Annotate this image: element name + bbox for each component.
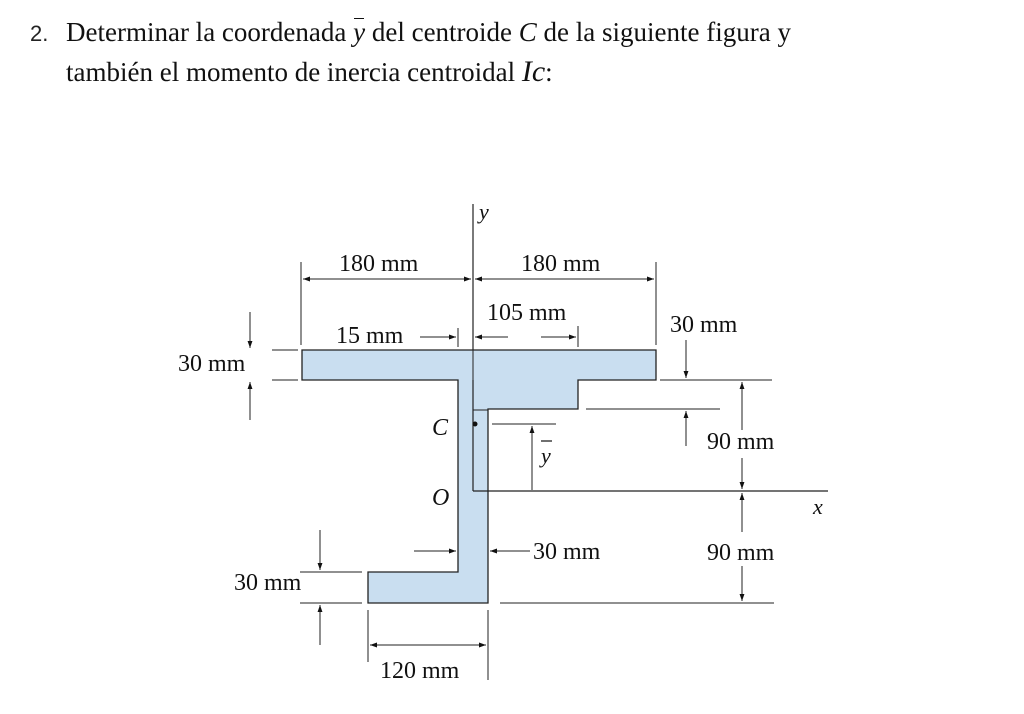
problem-line-1: Determinar la coordenada y del centroide C de la siguiente figura y (66, 12, 791, 52)
dim-label-180-right: 180 mm (521, 251, 601, 277)
dim-label-180-left: 180 mm (339, 251, 419, 277)
dim-label-30-bottom: 30 mm (234, 570, 302, 596)
dim-label-120: 120 mm (380, 658, 460, 684)
dim-label-30-top-right: 30 mm (670, 312, 738, 338)
problem-number: 2. (30, 21, 49, 46)
dim-label-30-top-left: 30 mm (178, 351, 246, 377)
centroid-point (473, 422, 478, 427)
problem-line-2: también el momento de inercia centroidal Ic: (66, 55, 553, 88)
ybar-label: y (541, 443, 551, 468)
point-c-label: C (432, 415, 449, 441)
dim-label-90-lower: 90 mm (707, 540, 775, 566)
centroid-symbol: C (518, 17, 537, 47)
point-o-label: O (432, 485, 450, 511)
ybar-symbol: y (353, 12, 365, 52)
cross-section-shape (302, 350, 656, 603)
dim-label-90-upper: 90 mm (707, 429, 775, 455)
inertia-symbol: Ic (521, 55, 546, 88)
dim-label-105: 105 mm (487, 300, 567, 326)
dim-label-15: 15 mm (336, 323, 404, 349)
y-axis-label: y (479, 199, 489, 224)
x-axis-label: x (813, 494, 823, 519)
dim-label-30-web: 30 mm (533, 539, 601, 565)
